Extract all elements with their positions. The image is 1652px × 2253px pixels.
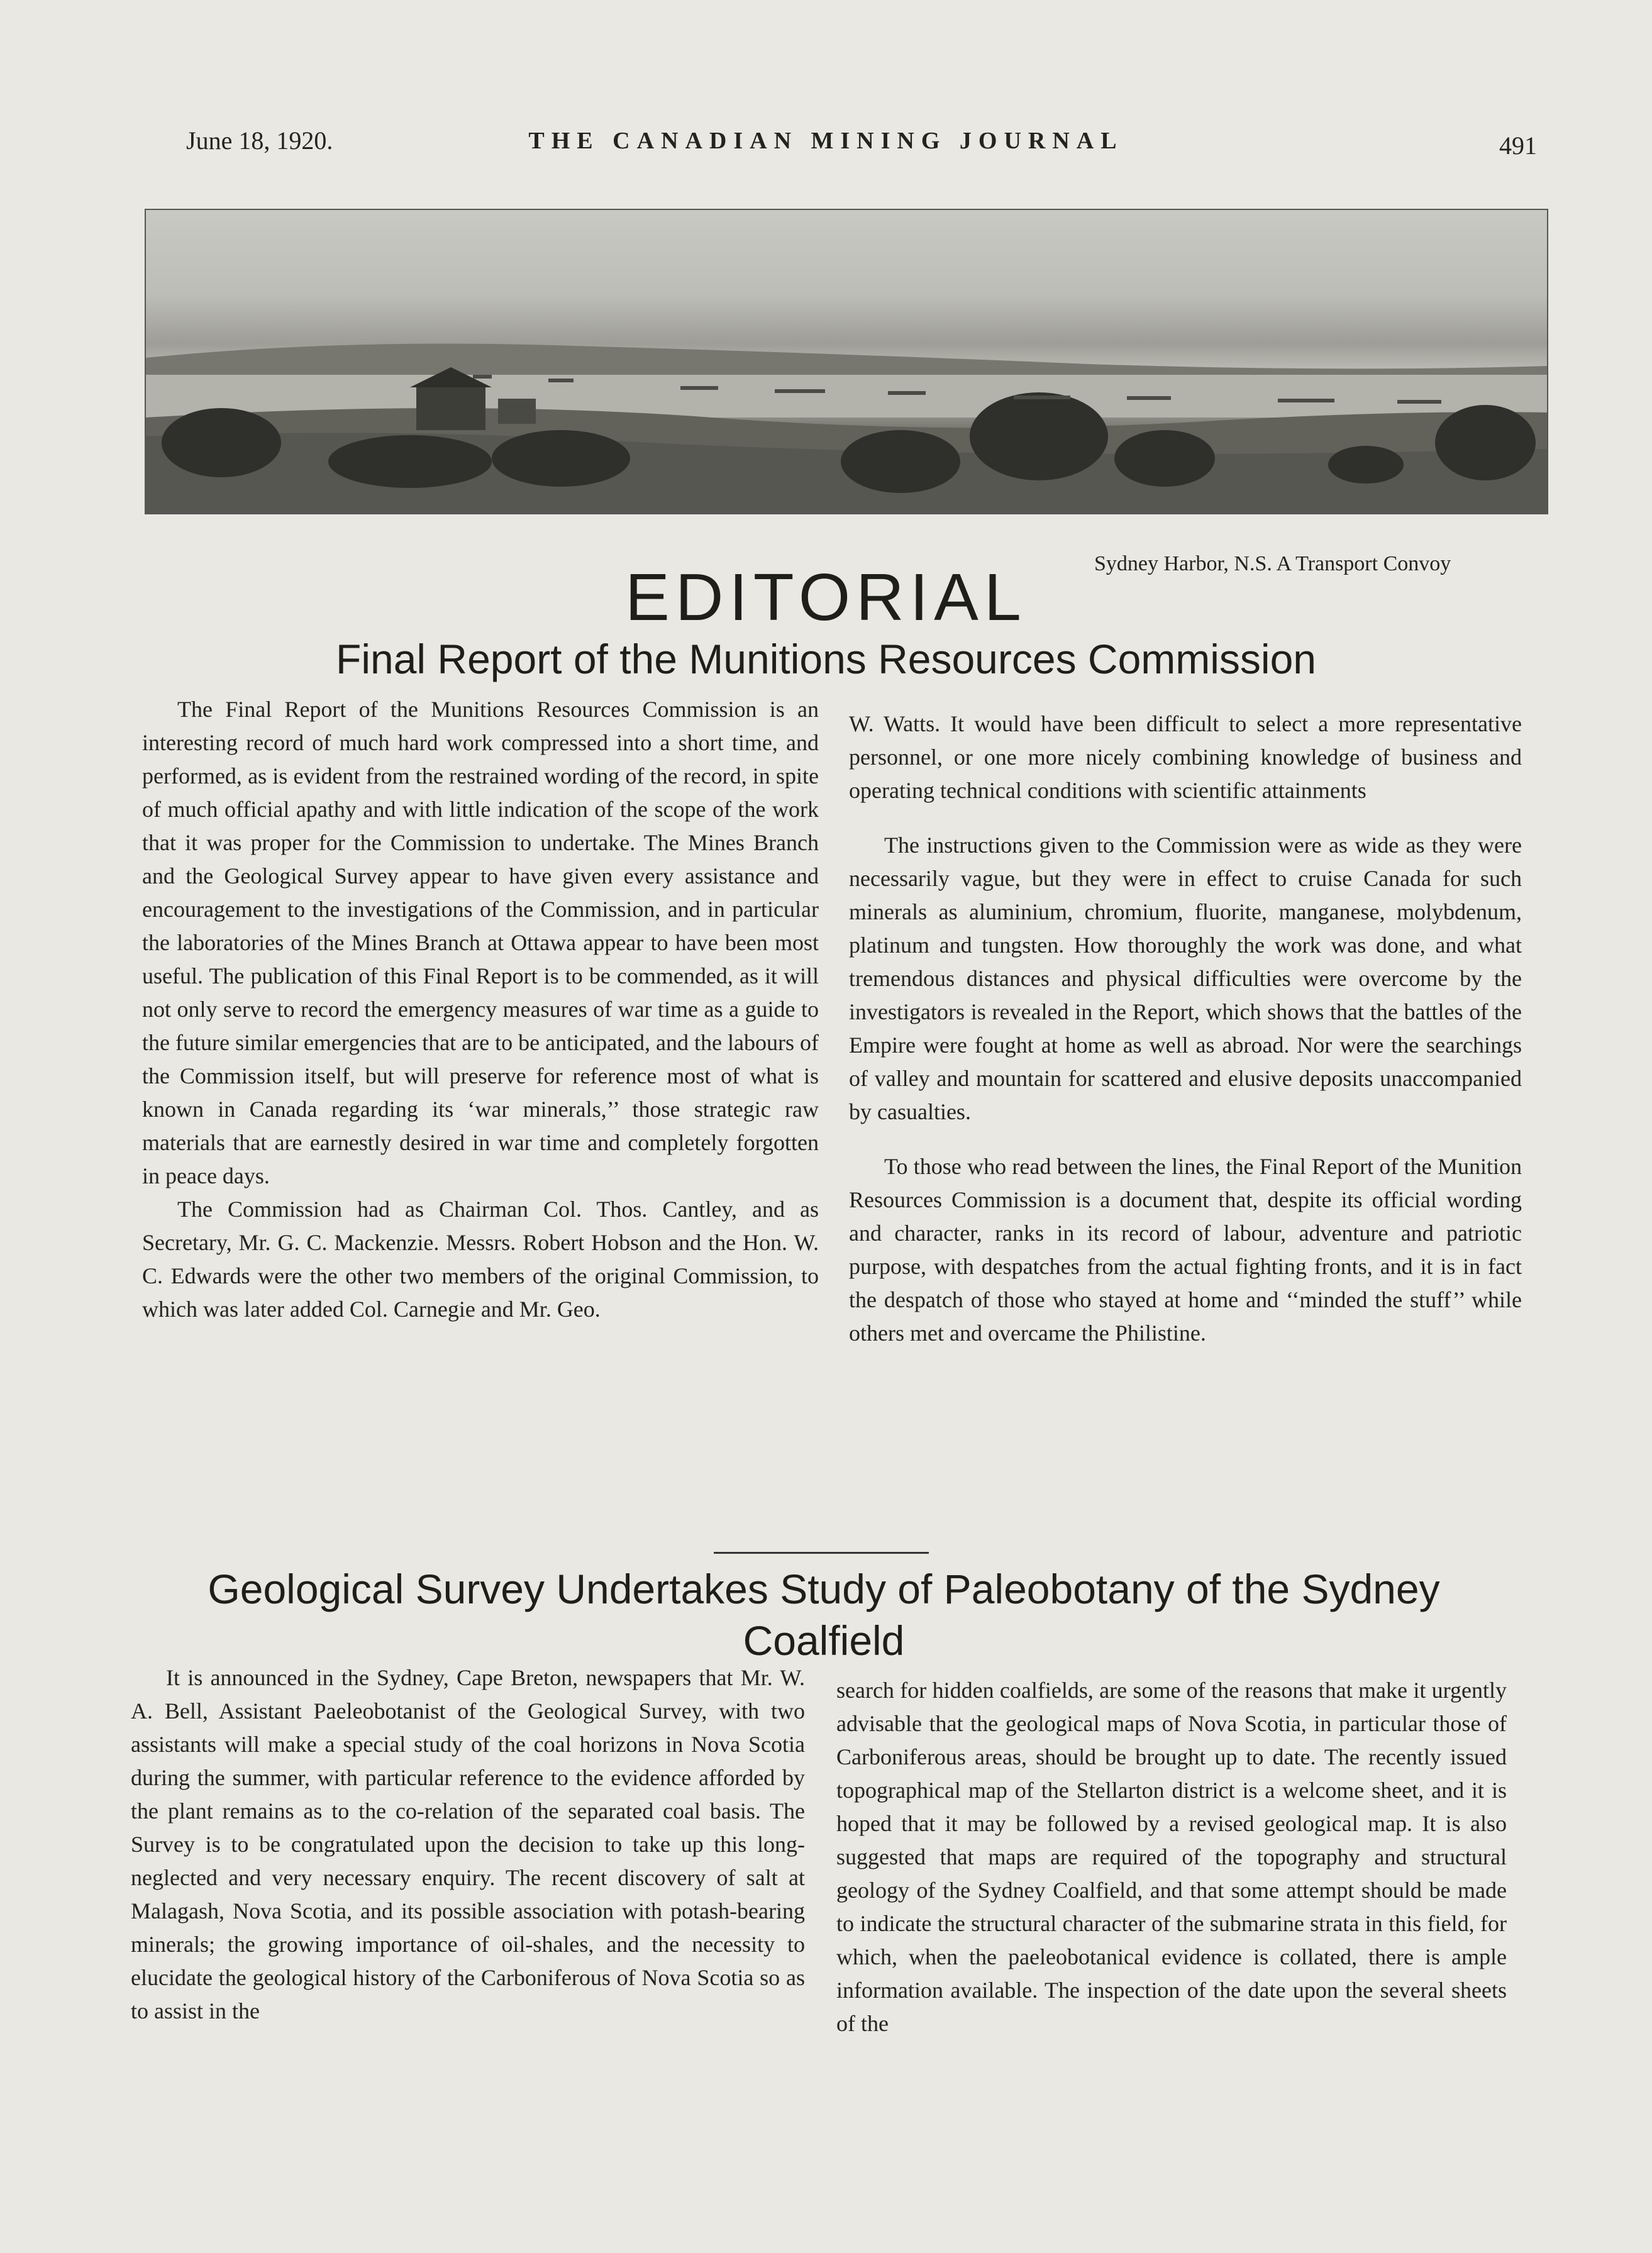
- photo-caption: Sydney Harbor, N.S. A Transport Convoy: [1094, 552, 1451, 575]
- article1-left-column: [142, 693, 819, 1326]
- section-heading: EDITORIAL: [625, 560, 1027, 634]
- article2-right-column: [836, 1674, 1507, 2040]
- article2-left-paragraph: It is announced in the Sydney, Cape Breton, newspapers that Mr. W. A. Bell, Assistant Paeleobotanist of the Geological Survey, with two assistants will make a special study of the coal horizons in Nova Scotia during the summer, with particular reference to the evidence afforded by the plant remains as to the co-relation of the separated coal basis. The Survey is to be congratulated upon the decision to take up this long-neglected and very necessary enquiry. The recent discovery of salt at Malagash, Nova Scotia, and its possible association with potash-bearing minerals; the growing importance of oil-shales, and the necessity to elucidate the geological history of the Carboniferous of Nova Scotia so as to assist in the: [131, 1665, 805, 2023]
- section-divider: [714, 1552, 929, 1554]
- article1-right-paragraph: W. Watts. It would have been difficult to select a more representative personnel, or one more nicely combining knowledge of business and operating technical conditions with scientific attainments: [849, 711, 1522, 803]
- harbor-photograph: [145, 209, 1548, 514]
- article2-title: Geological Survey Undertakes Study of Paleobotany of the Sydney Coalfield: [208, 1566, 1440, 1664]
- article1-left-paragraph: The Commission had as Chairman Col. Thos. Cantley, and as Secretary, Mr. G. C. Mackenzie. Messrs. Robert Hobson and the Hon. W. C. Edwards were the other two members of the original Commission, to which was later added Col. Carnegie and Mr. Geo.: [142, 1197, 819, 1322]
- running-head: [0, 126, 1652, 163]
- page-number: 491: [1499, 131, 1537, 160]
- article2-right-paragraph: search for hidden coalfields, are some of the reasons that make it urgently advisable that the geological maps of Nova Scotia, in particular those of Carboniferous areas, should be brought up to date. The recently issued topographical map of the Stellarton district is a welcome sheet, and it is hoped that it may be followed by a revised geological map. It is also suggested that maps are required of the topography and structural geology of the Sydney Coalfield, and that some attempt should be made to indicate the structural character of the submarine strata in this field, for which, when the paeleobotanical evidence is collated, there is ample information available. The inspection of the date upon the several sheets of the: [836, 1678, 1507, 2036]
- article1-left-paragraph: The Final Report of the Munitions Resources Commission is an interesting record of much hard work compressed into a short time, and performed, as is evident from the restrained wording of the record, in spite of much official apathy and with little indication of the scope of the work that it was proper for the Commission to undertake. The Mines Branch and the Geological Survey appear to have given every assistance and encouragement to the investigations of the Commission, and in particular the laboratories of the Mines Branch at Ottawa appear to have been most useful. The publication of this Final Report is to be commended, as it will not only serve to record the emergency measures of war time as a guide to the future similar emergencies that are to be anticipated, and the labours of the Commission itself, but will preserve for reference most of what is known in Canada regarding its ‘war minerals,’’ those strategic raw materials that are earnestly desired in war time and completely forgotten in peace days.: [142, 697, 819, 1188]
- article1-right-paragraph: The instructions given to the Commission were as wide as they were necessarily vague, but they were in effect to cruise Canada for such minerals as aluminium, chromium, fluorite, manganese, molybdenum, platinum and tungsten. How thoroughly the work was done, and what tremendous distances and physical difficulties were overcome by the investigators is revealed in the Report, which shows that the battles of the Empire were fought at home as well as abroad. Nor were the searchings of valley and mountain for scattered and elusive deposits unaccompanied by casualties.: [849, 833, 1522, 1124]
- article1-right-paragraph: To those who read between the lines, the Final Report of the Munition Resources Commission is a document that, despite its official wording and character, ranks in its record of labour, adventure and patriotic purpose, with despatches from the actual fighting fronts, and it is in fact the despatch of those who stayed at home and ‘‘minded the stuff’’ while others met and overcame the Philistine.: [849, 1154, 1522, 1346]
- article1-title: Final Report of the Munitions Resources Commission: [336, 636, 1316, 682]
- issue-date: June 18, 1920.: [186, 126, 333, 155]
- article1-right-column: [849, 707, 1522, 1350]
- article2-left-column: [131, 1661, 805, 2028]
- journal-title: THE CANADIAN MINING JOURNAL: [528, 128, 1124, 154]
- harbor-scene-illustration: [146, 210, 1547, 513]
